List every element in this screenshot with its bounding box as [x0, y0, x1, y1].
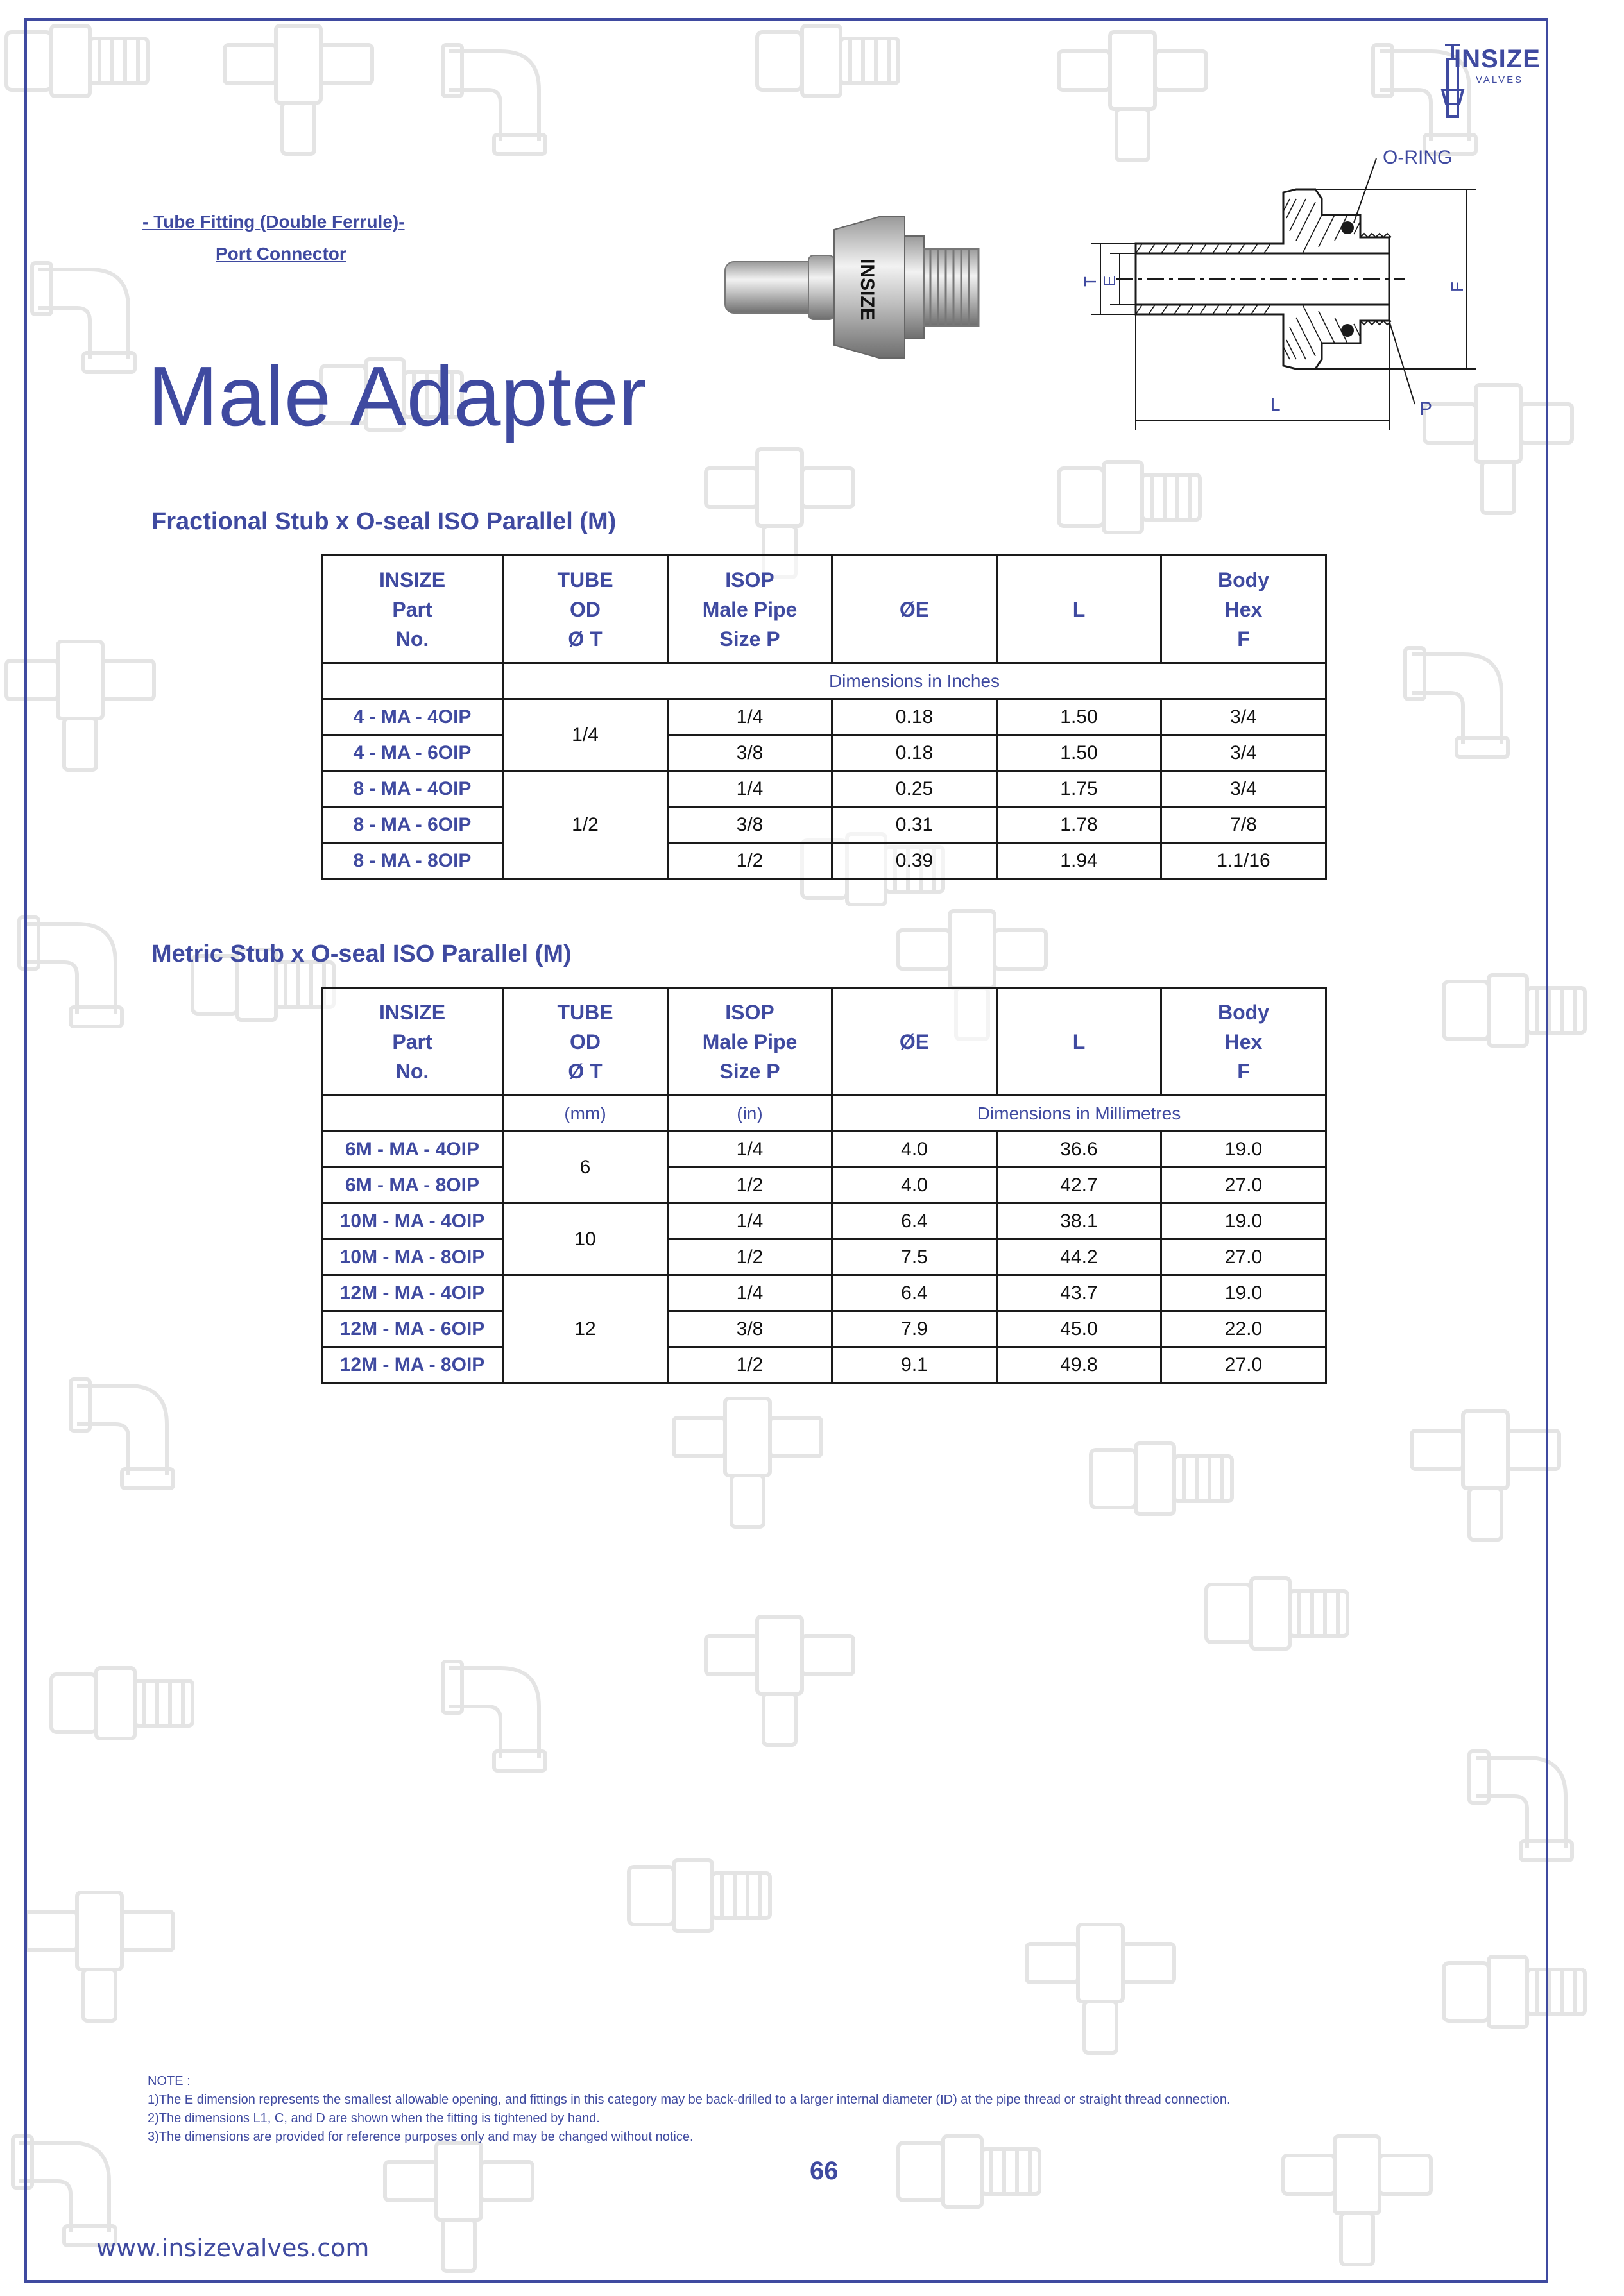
header-isop: ISOP Male Pipe Size P — [668, 988, 832, 1096]
part-number: 12M - MA - 8OIP — [322, 1347, 503, 1383]
table-row — [322, 807, 1326, 843]
pipe-size: 3/8 — [668, 735, 832, 771]
header-hex: Body Hex F — [1161, 988, 1326, 1096]
subheader-empty — [322, 1096, 503, 1132]
dim-l: 1.50 — [997, 699, 1161, 735]
dim-e: 7.9 — [832, 1311, 997, 1347]
tube-od: 6 — [503, 1132, 668, 1203]
dim-l: 38.1 — [997, 1203, 1161, 1239]
dim-l: 44.2 — [997, 1239, 1161, 1275]
metric-spec-table — [321, 987, 1327, 1384]
pipe-size: 1/4 — [668, 1132, 832, 1168]
dim-l: 45.0 — [997, 1311, 1161, 1347]
pipe-size: 1/2 — [668, 843, 832, 879]
dim-e: 0.18 — [832, 699, 997, 735]
tube-od: 1/4 — [503, 699, 668, 771]
label-p: P — [1419, 398, 1433, 420]
pipe-size: 1/4 — [668, 699, 832, 735]
dim-e: 4.0 — [832, 1168, 997, 1203]
table-row — [322, 1347, 1326, 1383]
header-hex: Body Hex F — [1161, 556, 1326, 663]
label-o-ring: O-RING — [1383, 147, 1453, 168]
header-l: L — [997, 988, 1161, 1096]
photo-engraving: INSIZE — [857, 259, 878, 321]
dim-l: 1.94 — [997, 843, 1161, 879]
category-line-2: Port Connector — [216, 244, 346, 264]
dim-l: 36.6 — [997, 1132, 1161, 1168]
body-hex: 27.0 — [1161, 1239, 1326, 1275]
pipe-size: 1/2 — [668, 1347, 832, 1383]
table-row — [322, 771, 1326, 807]
body-hex: 22.0 — [1161, 1311, 1326, 1347]
dim-l: 1.75 — [997, 771, 1161, 807]
dim-e: 0.18 — [832, 735, 997, 771]
note-item: 3)The dimensions are provided for reference purposes only and may be changed without notice. — [148, 2130, 694, 2144]
dim-l: 1.78 — [997, 807, 1161, 843]
table-row — [322, 1311, 1326, 1347]
pipe-size: 3/8 — [668, 807, 832, 843]
part-number: 4 - MA - 4OIP — [322, 699, 503, 735]
website-link[interactable]: www.insizevalves.com — [96, 2234, 370, 2262]
table-row — [322, 735, 1326, 771]
part-number: 6M - MA - 4OIP — [322, 1132, 503, 1168]
dim-l: 49.8 — [997, 1347, 1161, 1383]
body-hex: 19.0 — [1161, 1275, 1326, 1311]
pipe-size: 1/2 — [668, 1168, 832, 1203]
pipe-size: 3/8 — [668, 1311, 832, 1347]
part-number: 12M - MA - 4OIP — [322, 1275, 503, 1311]
dim-e: 7.5 — [832, 1239, 997, 1275]
tube-od: 12 — [503, 1275, 668, 1383]
label-e: E — [1100, 275, 1119, 287]
fractional-spec-table — [321, 554, 1327, 880]
part-number: 12M - MA - 6OIP — [322, 1311, 503, 1347]
part-number: 8 - MA - 8OIP — [322, 843, 503, 879]
body-hex: 3/4 — [1161, 699, 1326, 735]
note-item: 2)The dimensions L1, C, and D are shown when the fitting is tightened by hand. — [148, 2111, 600, 2125]
dimensions-unit-label: Dimensions in Millimetres — [832, 1096, 1326, 1132]
dim-e: 6.4 — [832, 1203, 997, 1239]
page-number: 66 — [810, 2157, 839, 2185]
pipe-size: 1/4 — [668, 1203, 832, 1239]
header-e: ØE — [832, 988, 997, 1096]
part-number: 8 - MA - 6OIP — [322, 807, 503, 843]
dim-e: 0.25 — [832, 771, 997, 807]
header-e: ØE — [832, 556, 997, 663]
part-number: 4 - MA - 6OIP — [322, 735, 503, 771]
body-hex: 1.1/16 — [1161, 843, 1326, 879]
note-item: 1)The E dimension represents the smallest allowable opening, and fittings in this category may be back-drilled to a larger internal diameter (ID) at the pipe thread or straight thread connection. — [148, 2093, 1231, 2107]
tube-od: 10 — [503, 1203, 668, 1275]
dim-e: 6.4 — [832, 1275, 997, 1311]
table-row — [322, 843, 1326, 879]
body-hex: 27.0 — [1161, 1347, 1326, 1383]
label-l: L — [1270, 395, 1281, 414]
logo-wordmark: INSIZE — [1454, 45, 1541, 73]
dimensions-unit-label: Dimensions in Inches — [503, 663, 1326, 699]
dim-e: 0.39 — [832, 843, 997, 879]
body-hex: 19.0 — [1161, 1132, 1326, 1168]
part-number: 10M - MA - 8OIP — [322, 1239, 503, 1275]
header-tube: TUBE OD Ø T — [503, 556, 668, 663]
label-t: T — [1081, 276, 1100, 287]
dim-e: 9.1 — [832, 1347, 997, 1383]
header-part: INSIZE Part No. — [322, 556, 503, 663]
table-row — [322, 1168, 1326, 1203]
pipe-size: 1/4 — [668, 1275, 832, 1311]
dim-e: 4.0 — [832, 1132, 997, 1168]
label-f: F — [1448, 282, 1467, 292]
body-hex: 3/4 — [1161, 771, 1326, 807]
fractional-section-title: Fractional Stub x O-seal ISO Parallel (M) — [151, 508, 617, 535]
subheader-empty — [322, 663, 503, 699]
tube-unit-label: (mm) — [503, 1096, 668, 1132]
part-number: 10M - MA - 4OIP — [322, 1203, 503, 1239]
dim-l: 1.50 — [997, 735, 1161, 771]
dim-l: 43.7 — [997, 1275, 1161, 1311]
header-isop: ISOP Male Pipe Size P — [668, 556, 832, 663]
tube-od: 1/2 — [503, 771, 668, 879]
part-number: 8 - MA - 4OIP — [322, 771, 503, 807]
metric-section-title: Metric Stub x O-seal ISO Parallel (M) — [151, 940, 572, 967]
table-row — [322, 1132, 1326, 1168]
header-l: L — [997, 556, 1161, 663]
table-row — [322, 1275, 1326, 1311]
part-number: 6M - MA - 8OIP — [322, 1168, 503, 1203]
product-photo — [712, 204, 982, 371]
table-row — [322, 1203, 1326, 1239]
body-hex: 7/8 — [1161, 807, 1326, 843]
header-part: INSIZE Part No. — [322, 988, 503, 1096]
notes-block — [148, 2072, 1231, 2147]
table-row — [322, 1239, 1326, 1275]
pipe-size: 1/4 — [668, 771, 832, 807]
body-hex: 3/4 — [1161, 735, 1326, 771]
dim-l: 42.7 — [997, 1168, 1161, 1203]
pipe-unit-label: (in) — [668, 1096, 832, 1132]
header-tube: TUBE OD Ø T — [503, 988, 668, 1096]
pipe-size: 1/2 — [668, 1239, 832, 1275]
body-hex: 19.0 — [1161, 1203, 1326, 1239]
table-row — [322, 699, 1326, 735]
notes-heading: NOTE : — [148, 2074, 191, 2088]
page-title: Male Adapter — [148, 349, 647, 443]
logo-subtitle: VALVES — [1476, 74, 1524, 85]
dim-e: 0.31 — [832, 807, 997, 843]
technical-drawing — [1039, 138, 1476, 439]
body-hex: 27.0 — [1161, 1168, 1326, 1203]
category-line-1: - Tube Fitting (Double Ferrule)- — [142, 212, 405, 232]
